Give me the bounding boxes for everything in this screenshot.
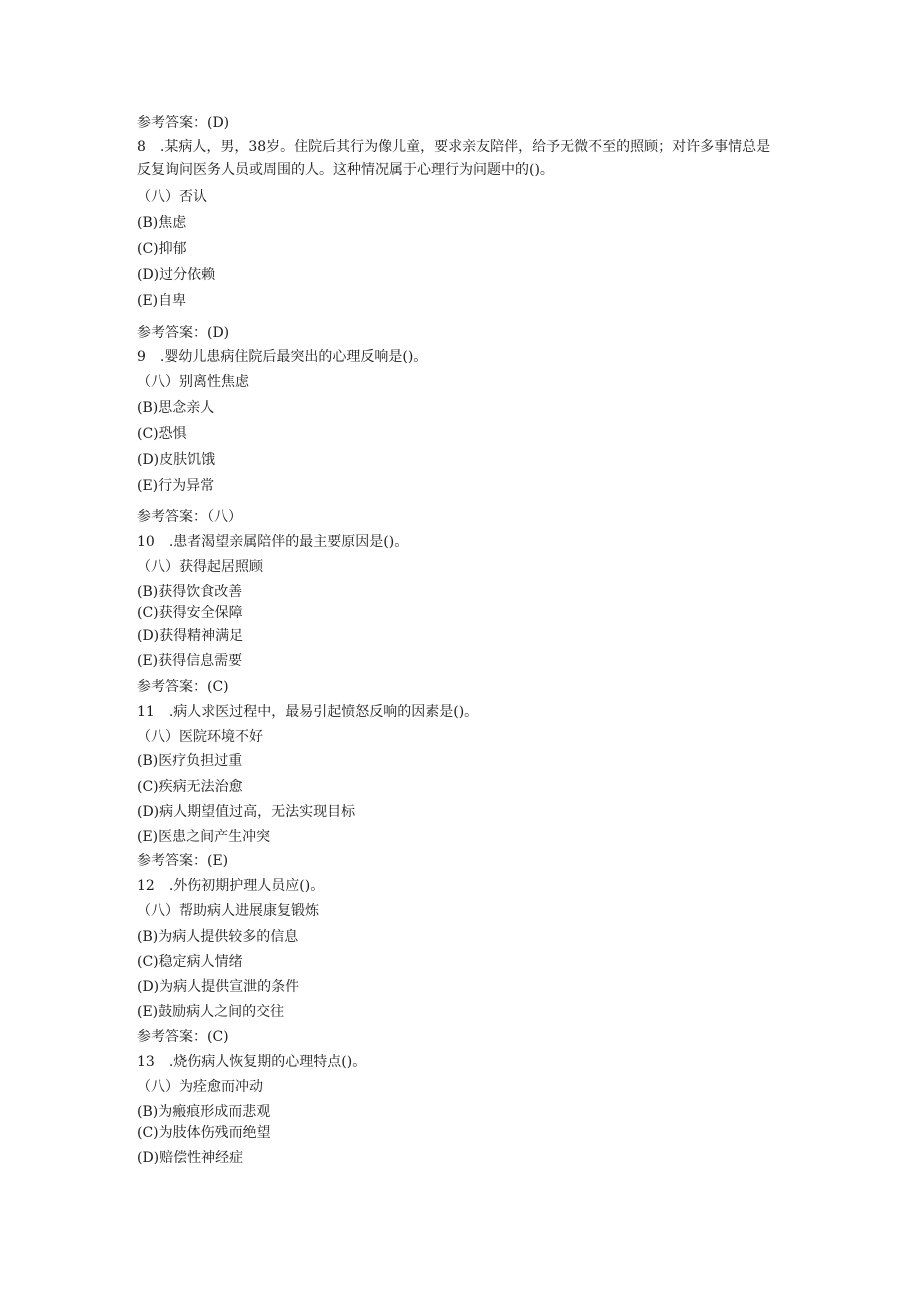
question-line: 11 .病人求医过程中，最易引起愤怒反响的因素是()。 [137,704,479,720]
option-line: (C)为肢体伤残而绝望 [137,1125,271,1141]
answer-line: 参考答案：(C) [137,1029,229,1045]
option-line: （八）帮助病人进展康复锻炼 [137,903,319,919]
option-line: (D)为病人提供宣泄的条件 [137,979,300,995]
option-line: (C)稳定病人情绪 [137,954,243,970]
answer-line: 参考答案：(D) [137,325,230,341]
answer-line: 参考答案：(E) [137,853,229,869]
option-line: (C)获得安全保障 [137,605,243,621]
option-line: (E)自卑 [137,293,187,309]
option-line: (C)恐惧 [137,426,187,442]
option-line: (D)病人期望值过高，无法实现目标 [137,804,356,820]
question-line: 12 .外伤初期护理人员应()。 [137,878,325,894]
option-line: （八）别离性焦虑 [137,374,249,390]
option-line: （八）否认 [137,189,207,205]
option-line: (B)思念亲人 [137,400,215,416]
option-line: (E)医患之间产生冲突 [137,829,271,845]
option-line: （八）医院环境不好 [137,729,263,745]
option-line: (C)疾病无法治愈 [137,779,243,795]
answer-line: 参考答案：(C) [137,679,229,695]
option-line: (E)行为异常 [137,478,215,494]
answer-line: 参考答案：（八） [137,509,242,525]
option-line: (B)为瘢痕形成而悲观 [137,1104,271,1120]
option-line: (B)医疗负担过重 [137,753,243,769]
option-line: (D)过分依赖 [137,267,216,283]
option-line: (D)获得精神满足 [137,628,244,644]
question-line: 10 .患者渴望亲属陪伴的最主要原因是()。 [137,534,409,550]
question-line: 13 .烧伤病人恢复期的心理特点()。 [137,1054,367,1070]
option-line: (E)获得信息需要 [137,653,243,669]
option-line: (D)皮肤饥饿 [137,452,216,468]
option-line: (D)赔偿性神经症 [137,1150,244,1166]
option-line: (B)获得饮食改善 [137,584,243,600]
question-line: 8 .某病人，男，38岁。住院后其行为像儿童，要求亲友陪伴，给予无微不至的照顾；对许多事情总是反复询问医务人员或周围的人。这种情况属于心理行为问题中的()。 [137,139,771,178]
option-line: (E)鼓励病人之间的交往 [137,1004,285,1020]
option-line: (B)焦虑 [137,215,187,231]
question-line: 9 .婴幼儿患病住院后最突出的心理反响是()。 [137,349,428,365]
option-line: (B)为病人提供较多的信息 [137,929,299,945]
option-line: (C)抑郁 [137,241,187,257]
option-line: （八）获得起居照顾 [137,559,263,575]
answer-line: 参考答案：(D) [137,115,230,131]
option-line: （八）为痊愈而冲动 [137,1079,263,1095]
